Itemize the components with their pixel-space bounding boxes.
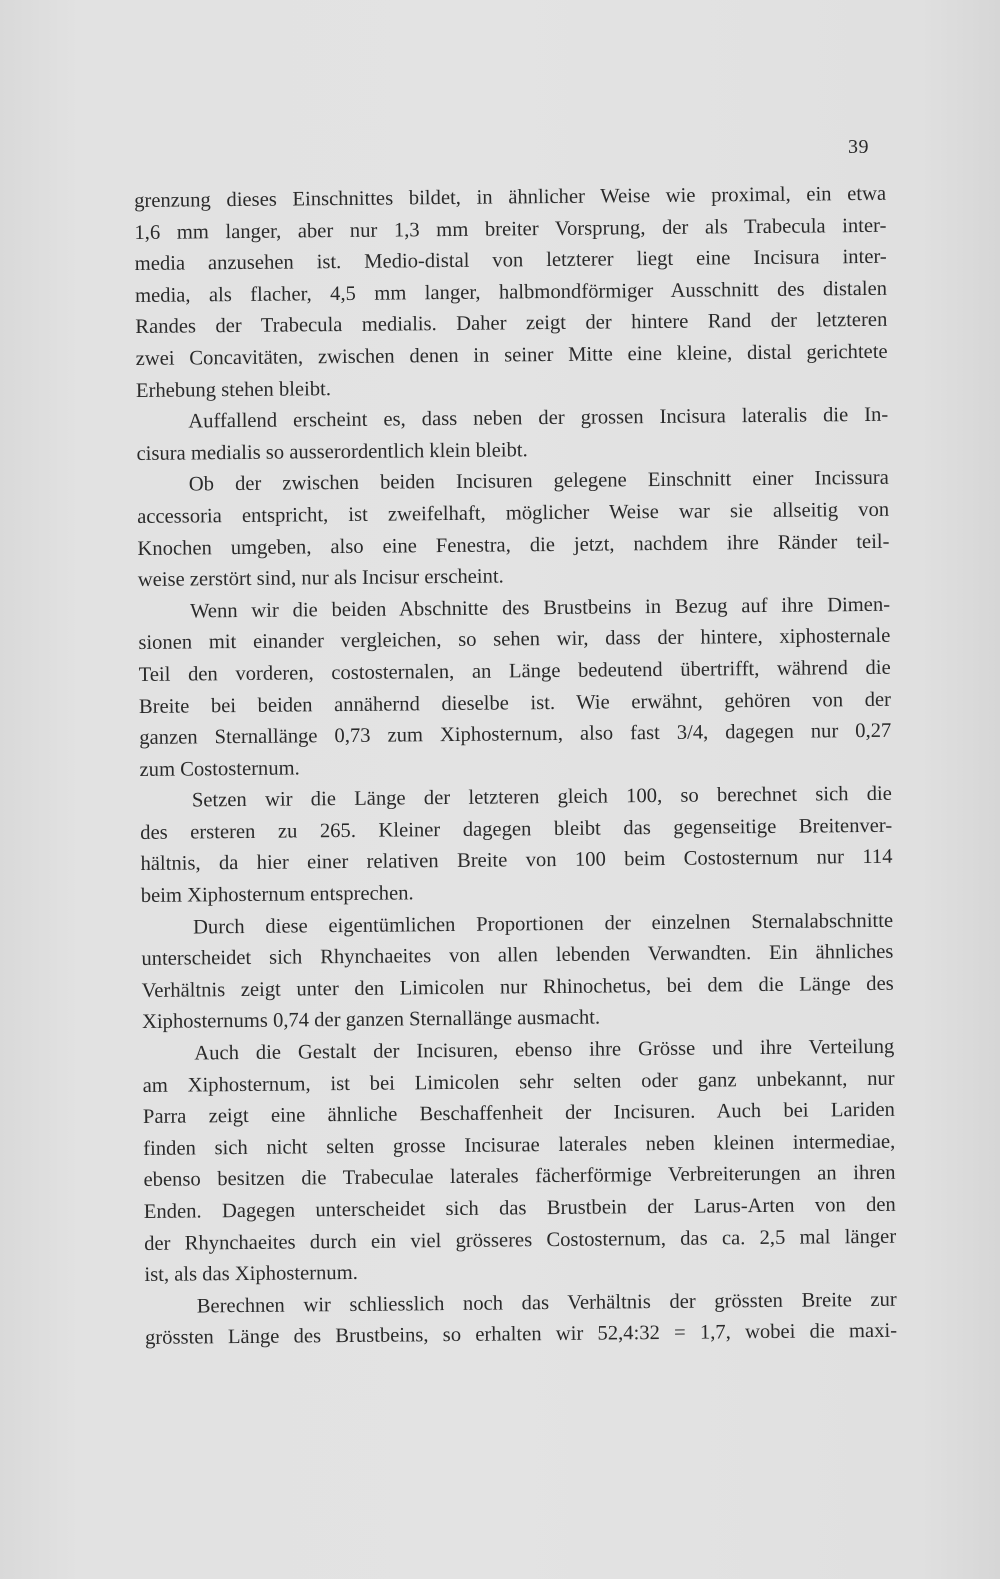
text-line: Parra zeigt eine ähnliche Beschaffenheit der Incisuren. Auch bei Lariden: [142, 1098, 896, 1129]
text-line: ist, als das Xiphosternum.: [144, 1262, 358, 1287]
text-line: ebenso besitzen die Trabeculae laterales fächerförmige Verbreiterungen an ihren: [143, 1162, 896, 1192]
text-line: accessoria entspricht, ist zweifelhaft, möglicher Weise war sie allseitig von: [137, 498, 890, 528]
text-line: Durch diese eigentümlichen Proportionen der einzelnen Sternalabschnitte: [193, 909, 894, 939]
text-line: zwei Concavitäten, zwischen denen in seiner Mitte eine kleine, distal gerichtete: [135, 340, 888, 370]
text-line: beim Xiphosternum entsprechen.: [140, 882, 414, 908]
text-line: media, als flacher, 4,5 mm langer, halbmondförmiger Ausschnitt des distalen: [134, 277, 888, 307]
text-line: ganzen Sternallänge 0,73 zum Xiphosternum, also fast 3/4, dagegen nur 0,27: [139, 719, 892, 750]
text-line: Erhebung stehen bleibt.: [135, 377, 332, 402]
text-line: weise zerstört sind, nur als Incisur erscheint.: [137, 565, 504, 592]
text-line: 1,6 mm langer, aber nur 1,3 mm breiter Vorsprung, der als Trabecula inter-: [134, 214, 887, 244]
text-line: Breite bei beiden annähernd dieselbe ist. Wie erwähnt, gehören von der: [138, 688, 892, 718]
text-line: des ersteren zu 265. Kleiner dagegen bleibt das gegenseitige Breitenver-: [140, 814, 893, 844]
text-line: Auffallend erscheint es, dass neben der grossen Incisura lateralis die In-: [188, 403, 889, 433]
text-line: hältnis, da hier einer relativen Breite von 100 beim Costosternum nur 114: [140, 846, 893, 876]
text-line: grössten Länge des Brustbeins, so erhalten wir 52,4:32 = 1,7, wobei die maxi-: [144, 1320, 898, 1350]
text-line: media anzusehen ist. Medio-distal von letzterer liegt eine Incisura inter-: [134, 245, 887, 276]
text-line: Auch die Gestalt der Incisuren, ebenso ihre Grösse und ihre Verteilung: [194, 1035, 895, 1065]
text-line: Wenn wir die beiden Abschnitte des Brustbeins in Bezug auf ihre Dimen-: [189, 593, 891, 623]
text-line: zum Costosternum.: [139, 757, 300, 781]
text-line: Enden. Dagegen unterscheidet sich das Brustbein der Larus-Arten von den: [143, 1193, 896, 1223]
text-line: grenzung dieses Einschnittes bildet, in ähnlicher Weise wie proximal, ein etwa: [134, 182, 887, 212]
text-line: finden sich nicht selten grosse Incisurae laterales neben kleinen intermediae,: [143, 1130, 896, 1160]
text-line: Knochen umgeben, also eine Fenestra, die jetzt, nachdem ihre Ränder teil-: [137, 530, 890, 560]
text-line: der Rhynchaeites durch ein viel grösseres Costosternum, das ca. 2,5 mal länger: [144, 1225, 897, 1255]
text-line: Verhältnis zeigt unter den Limicolen nur Rhinochetus, bei dem die Länge des: [141, 972, 894, 1002]
text-line: Xiphosternums 0,74 der ganzen Sternallänge ausmacht.: [141, 1007, 601, 1034]
text-line: unterscheidet sich Rhynchaeites von allen lebenden Verwandten. Ein ähnliches: [141, 940, 894, 971]
text-line: am Xiphosternum, ist bei Limicolen sehr selten oder ganz unbekannt, nur: [142, 1067, 895, 1097]
text-line: Randes der Trabecula medialis. Daher zeigt der hintere Rand der letzteren: [135, 309, 888, 339]
page-number: 39: [848, 136, 869, 158]
text-line: Berechnen wir schliesslich noch das Verhältnis der grössten Breite zur: [196, 1288, 897, 1318]
text-line: Ob der zwischen beiden Incisuren gelegene Einschnitt einer Incissura: [188, 467, 889, 496]
text-line: cisura medialis so ausserordentlich klein bleibt.: [136, 438, 528, 465]
text-line: Teil den vorderen, costosternalen, an Länge bedeutend übertrifft, während die: [138, 656, 891, 686]
text-line: Setzen wir die Länge der letzteren gleich 100, so berechnet sich die: [191, 783, 892, 812]
body-text: [134, 179, 897, 1355]
text-line: sionen mit einander vergleichen, so sehen wir, dass der hintere, xiphosternale: [138, 625, 891, 655]
